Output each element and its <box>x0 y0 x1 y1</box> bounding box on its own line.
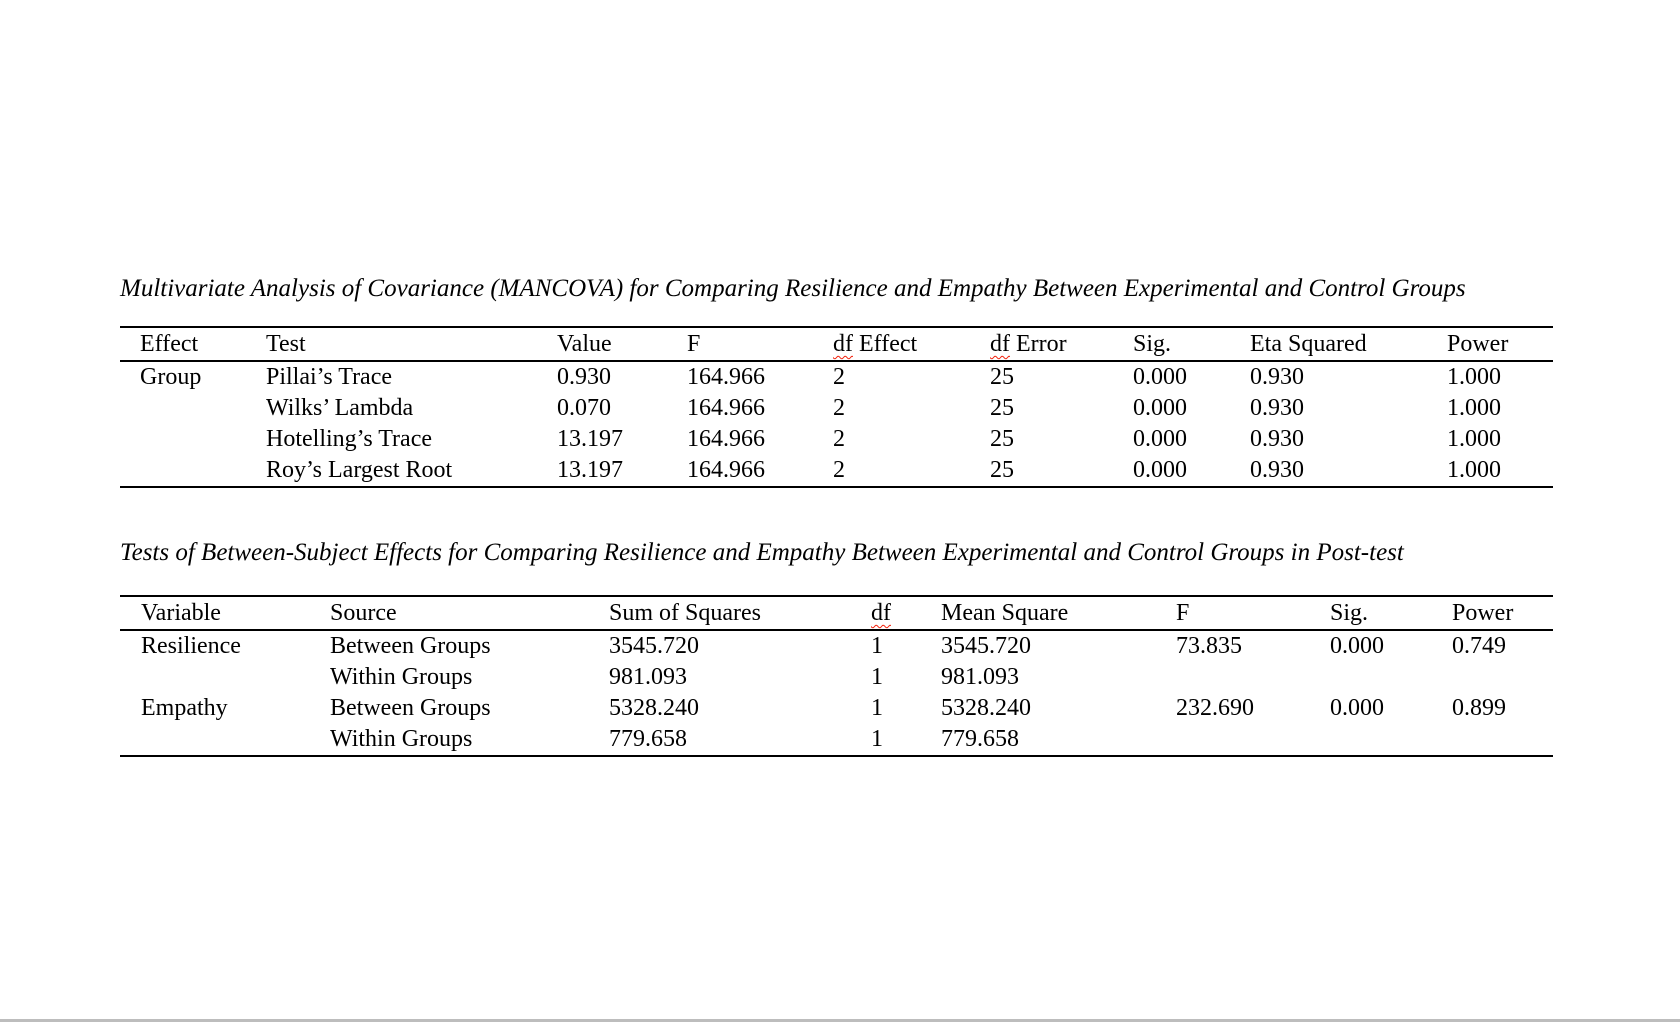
column-header-sig: Sig. <box>1330 600 1369 626</box>
table-row <box>120 393 1553 424</box>
table-cell: 779.658 <box>609 726 687 752</box>
table-row <box>120 724 1553 755</box>
table-cell: Within Groups <box>330 664 473 690</box>
table-cell: 25 <box>990 395 1014 421</box>
table-cell: 1 <box>871 695 883 721</box>
table-cell: 0.000 <box>1133 457 1187 483</box>
table-cell: 25 <box>990 457 1014 483</box>
table-cell: Pillai’s Trace <box>266 364 393 390</box>
table-cell: 0.000 <box>1133 395 1187 421</box>
column-header-power: Power <box>1447 331 1509 357</box>
table-cell: 164.966 <box>687 457 765 483</box>
table-cell: 5328.240 <box>609 695 699 721</box>
mancova-table-title: Multivariate Analysis of Covariance (MANCOVA) for Comparing Resilience and Empathy Between Experimental and Control Groups <box>120 275 1466 302</box>
table-cell: 0.000 <box>1330 633 1384 659</box>
table-cell: Between Groups <box>330 695 491 721</box>
table-cell: 1 <box>871 633 883 659</box>
table-cell: 2 <box>833 457 845 483</box>
table-cell <box>120 662 330 693</box>
table-cell: 2 <box>833 395 845 421</box>
table-cell: 2 <box>833 364 845 390</box>
column-header-df-error: df Error <box>990 331 1067 357</box>
table-cell: 73.835 <box>1176 633 1242 659</box>
table-cell: 232.690 <box>1176 695 1254 721</box>
spellcheck-squiggle: df <box>990 331 1010 357</box>
table-cell: 164.966 <box>687 395 765 421</box>
table-cell: Between Groups <box>330 633 491 659</box>
table-cell: 981.093 <box>941 664 1019 690</box>
table-cell: 1.000 <box>1447 426 1501 452</box>
table-cell: 0.000 <box>1330 695 1384 721</box>
table-cell: 1 <box>871 726 883 752</box>
table-cell: 0.930 <box>1250 426 1304 452</box>
column-header-sig: Sig. <box>1133 331 1172 357</box>
table-cell <box>1330 724 1452 755</box>
column-header-eta-squared: Eta Squared <box>1250 331 1367 357</box>
table-cell <box>120 455 266 486</box>
table-cell <box>1452 662 1553 693</box>
table-row <box>120 693 1553 724</box>
spellcheck-squiggle: df <box>871 600 891 626</box>
table-cell: 981.093 <box>609 664 687 690</box>
table-cell: 0.749 <box>1452 633 1506 659</box>
table-cell: 0.899 <box>1452 695 1506 721</box>
table-cell: Group <box>140 364 202 390</box>
table-header-row <box>120 328 1553 362</box>
table-cell <box>1330 662 1452 693</box>
column-header-source: Source <box>330 600 397 626</box>
table-row <box>120 455 1553 486</box>
column-header-power: Power <box>1452 600 1514 626</box>
table-cell: 164.966 <box>687 426 765 452</box>
table-cell: Resilience <box>141 633 241 659</box>
column-header-sum-of-squares: Sum of Squares <box>609 600 761 626</box>
column-header-mean-square: Mean Square <box>941 600 1069 626</box>
table-row <box>120 362 1553 393</box>
column-header-value: Value <box>557 331 612 357</box>
table-cell: 0.000 <box>1133 426 1187 452</box>
between-subject-table-title: Tests of Between-Subject Effects for Comparing Resilience and Empathy Between Experimental and Control Groups in Post-test <box>120 539 1404 566</box>
table-cell: Roy’s Largest Root <box>266 457 453 483</box>
column-header-df-effect: df Effect <box>833 331 918 357</box>
table-cell: 25 <box>990 426 1014 452</box>
table-cell: 0.930 <box>557 364 611 390</box>
between-subject-effects-table <box>120 595 1553 757</box>
table-cell <box>120 424 266 455</box>
table-cell <box>120 393 266 424</box>
table-cell: 13.197 <box>557 426 623 452</box>
table-cell: 13.197 <box>557 457 623 483</box>
mancova-table <box>120 326 1553 488</box>
column-header-effect: Effect <box>140 331 199 357</box>
table-cell <box>1176 662 1330 693</box>
table-body <box>120 631 1553 755</box>
table-row <box>120 662 1553 693</box>
table-row <box>120 424 1553 455</box>
table-cell: Empathy <box>141 695 228 721</box>
table-cell <box>1176 724 1330 755</box>
table-header-row <box>120 597 1553 631</box>
table-body <box>120 362 1553 486</box>
table-cell: 779.658 <box>941 726 1019 752</box>
table-cell: 1.000 <box>1447 364 1501 390</box>
column-header-variable: Variable <box>141 600 221 626</box>
table-cell: 1.000 <box>1447 457 1501 483</box>
table-cell <box>120 724 330 755</box>
table-cell: 0.930 <box>1250 364 1304 390</box>
table-cell: Wilks’ Lambda <box>266 395 414 421</box>
column-header-test: Test <box>266 331 306 357</box>
table-cell: 1 <box>871 664 883 690</box>
table-cell: 0.930 <box>1250 395 1304 421</box>
column-header-df <box>871 597 941 629</box>
table-cell: 0.930 <box>1250 457 1304 483</box>
table-cell: Hotelling’s Trace <box>266 426 432 452</box>
table-cell: 164.966 <box>687 364 765 390</box>
table-row <box>120 631 1553 662</box>
column-header-f: F <box>1176 600 1190 626</box>
table-cell: 2 <box>833 426 845 452</box>
table-cell: Within Groups <box>330 726 473 752</box>
table-cell: 0.070 <box>557 395 611 421</box>
table-cell: 5328.240 <box>941 695 1031 721</box>
spellcheck-squiggle: df <box>833 331 853 357</box>
table-cell: 1.000 <box>1447 395 1501 421</box>
column-header-f: F <box>687 331 701 357</box>
table-cell: 25 <box>990 364 1014 390</box>
table-cell: 3545.720 <box>609 633 699 659</box>
table-cell: 3545.720 <box>941 633 1031 659</box>
table-cell <box>1452 724 1553 755</box>
table-cell: 0.000 <box>1133 364 1187 390</box>
